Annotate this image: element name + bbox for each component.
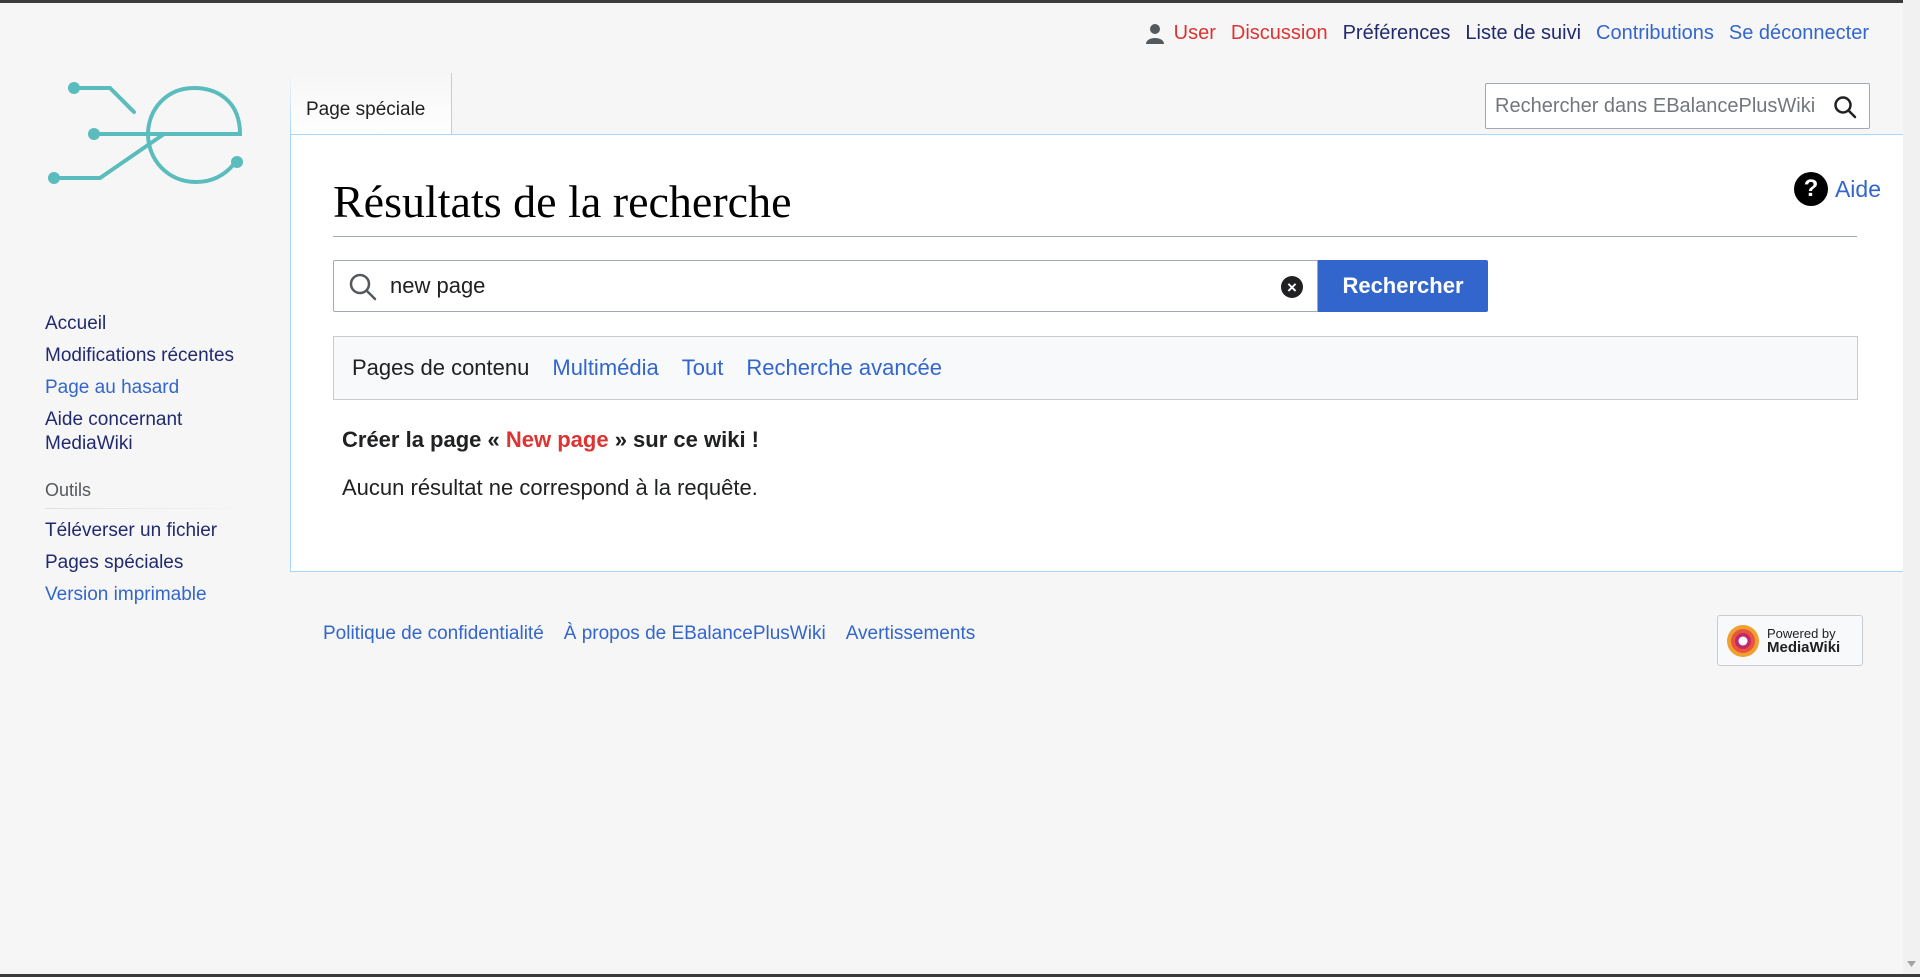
profile-advanced[interactable]: Recherche avancée bbox=[746, 355, 943, 380]
create-page-link[interactable]: New page bbox=[505, 427, 609, 452]
mediawiki-flower-icon bbox=[1725, 623, 1761, 659]
profile-content-pages[interactable]: Pages de contenu bbox=[352, 355, 530, 380]
sidebar-item-special-pages[interactable]: Pages spéciales bbox=[45, 552, 184, 573]
watchlist-link[interactable]: Liste de suivi bbox=[1465, 22, 1582, 44]
create-suffix: » sur ce wiki ! bbox=[614, 427, 759, 452]
search-profiles bbox=[333, 336, 1858, 400]
create-page-message bbox=[342, 427, 759, 453]
profile-multimedia[interactable]: Multimédia bbox=[552, 355, 659, 380]
user-icon bbox=[1146, 23, 1164, 45]
search-icon bbox=[348, 272, 378, 302]
contributions-link[interactable]: Contributions bbox=[1596, 22, 1714, 44]
powered-by-line2: MediaWiki bbox=[1767, 638, 1841, 656]
tab-special-page[interactable]: Page spéciale bbox=[291, 73, 452, 135]
preferences-link[interactable]: Préférences bbox=[1342, 22, 1451, 44]
discussion-link[interactable]: Discussion bbox=[1230, 22, 1328, 44]
sidebar-item-help[interactable]: Aide concernant MediaWiki bbox=[45, 409, 183, 454]
sidebar-item-home[interactable]: Accueil bbox=[45, 313, 107, 334]
powered-by-line1: Powered by bbox=[1767, 625, 1836, 641]
footer-privacy-link[interactable]: Politique de confidentialité bbox=[323, 623, 544, 644]
help-label[interactable]: Aide bbox=[1834, 175, 1881, 202]
sidebar-navigation bbox=[45, 312, 255, 456]
window-top-border bbox=[0, 0, 1920, 3]
footer-about-link[interactable]: À propos de EBalancePlusWiki bbox=[563, 623, 826, 644]
scrollbar[interactable] bbox=[1903, 0, 1920, 977]
header-search[interactable] bbox=[1485, 83, 1870, 129]
sidebar-tools bbox=[45, 519, 255, 607]
help-icon: ? bbox=[1794, 172, 1828, 206]
user-link[interactable]: User bbox=[1173, 22, 1216, 44]
footer-disclaimers-link[interactable]: Avertissements bbox=[845, 623, 976, 644]
search-box[interactable] bbox=[333, 260, 1318, 312]
sidebar bbox=[45, 312, 255, 615]
sidebar-item-recent-changes[interactable]: Modifications récentes bbox=[45, 345, 235, 366]
footer-links bbox=[323, 623, 995, 645]
clear-icon[interactable]: × bbox=[1281, 276, 1303, 298]
header-search-input[interactable] bbox=[1486, 95, 1816, 118]
search-input[interactable] bbox=[390, 273, 1250, 299]
personal-tools bbox=[1146, 22, 1869, 45]
sidebar-item-random-page[interactable]: Page au hasard bbox=[45, 377, 180, 398]
help-link[interactable] bbox=[1794, 172, 1881, 206]
wiki-logo[interactable] bbox=[40, 78, 250, 194]
sidebar-item-upload[interactable]: Téléverser un fichier bbox=[45, 520, 218, 541]
powered-by-mediawiki[interactable] bbox=[1717, 615, 1863, 666]
create-prefix: Créer la page « bbox=[342, 427, 500, 452]
search-icon[interactable] bbox=[1833, 95, 1857, 119]
sidebar-item-printable[interactable]: Version imprimable bbox=[45, 584, 207, 605]
profile-all[interactable]: Tout bbox=[681, 355, 724, 380]
search-form bbox=[333, 260, 1488, 312]
search-button[interactable]: Rechercher bbox=[1318, 260, 1488, 312]
page-title: Résultats de la recherche bbox=[333, 172, 1857, 237]
sidebar-tools-heading: Outils bbox=[45, 480, 255, 509]
no-results-message: Aucun résultat ne correspond à la requête. bbox=[342, 475, 758, 500]
main-content bbox=[290, 134, 1920, 572]
logout-link[interactable]: Se déconnecter bbox=[1728, 22, 1869, 44]
